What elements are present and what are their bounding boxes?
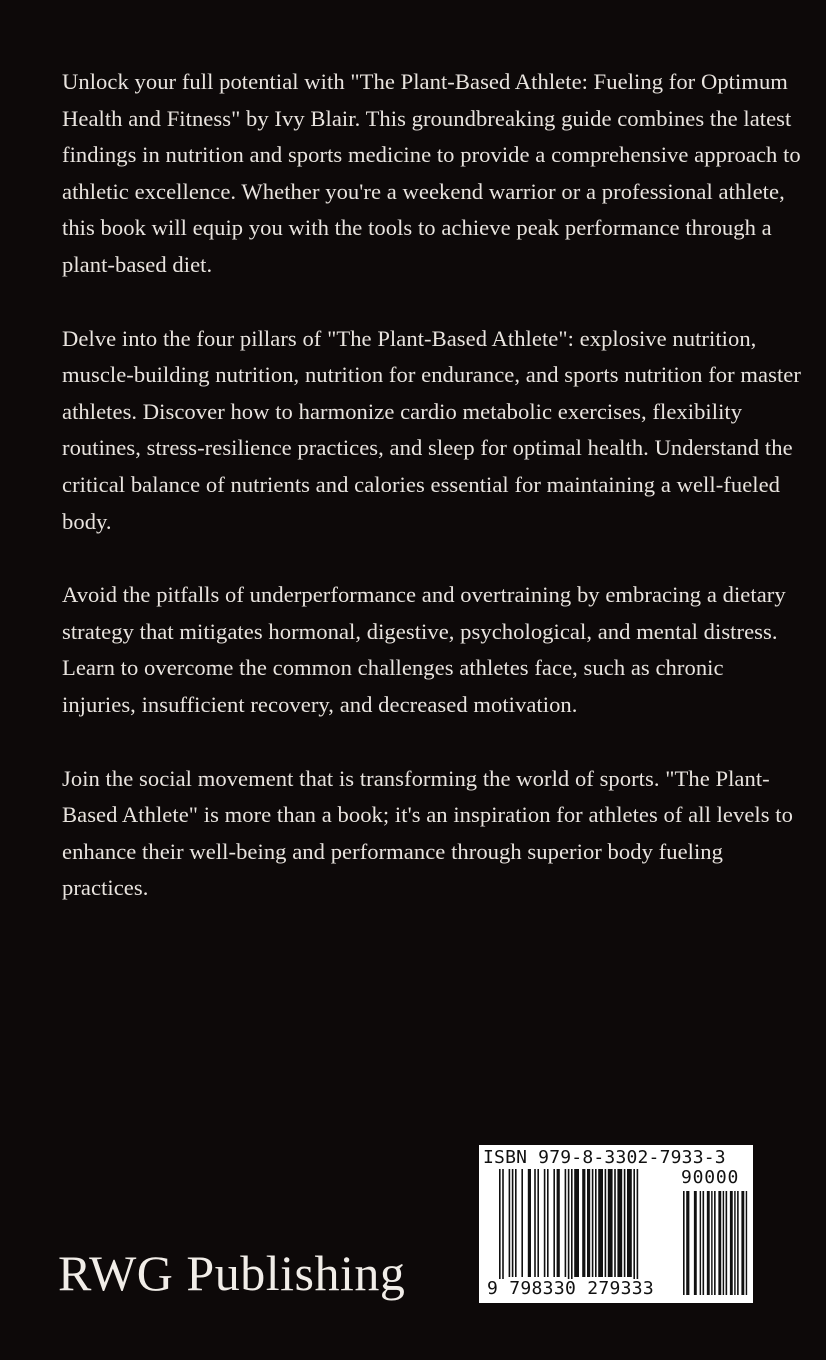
barcode-bar xyxy=(553,1169,555,1277)
barcode-bar xyxy=(574,1169,579,1277)
barcode-bar xyxy=(694,1191,697,1295)
barcode-bar xyxy=(515,1169,517,1277)
barcode-bar xyxy=(718,1191,721,1295)
barcode-bar xyxy=(617,1169,622,1277)
blurb-paragraph-4: Join the social movement that is transforming the world of sports. "The Plant-Based Athlete" is more than a book; it's an inspiration for athletes of all levels to enhance their well-being and performance through superior body fueling practices. xyxy=(62,765,793,901)
publisher-name: RWG Publishing xyxy=(58,1245,406,1301)
blurb-paragraph-2: Delve into the four pillars of "The Plant-Based Athlete": explosive nutrition, muscle-building nutrition, nutrition for endurance, and sports nutrition for master athletes. Discover how to harmonize cardio metabolic exercises, flexibility routines, stress-resilience practices, and sleep for optimal health. Understand the critical balance of nutrients and calories essential for maintaining a well-fueled body. xyxy=(62,325,801,534)
barcode-bar xyxy=(568,1169,570,1293)
barcode-bar xyxy=(711,1191,712,1295)
barcode-bar xyxy=(633,1169,635,1293)
barcode-bar xyxy=(624,1169,626,1277)
barcode-bar xyxy=(741,1191,744,1295)
barcode-bar xyxy=(582,1169,585,1277)
barcode-bar xyxy=(502,1169,504,1293)
barcode-bar xyxy=(534,1169,536,1277)
barcode-bar xyxy=(627,1169,632,1277)
barcode-bar xyxy=(557,1169,560,1277)
barcode-bar xyxy=(512,1169,514,1277)
barcode-bar xyxy=(571,1169,573,1293)
barcode-bar xyxy=(598,1169,603,1277)
back-cover-blurb xyxy=(62,64,802,944)
blurb-paragraph-1: Unlock your full potential with "The Plant-Based Athlete: Fueling for Optimum Health and Fitness" by Ivy Blair. This groundbreaking guide combines the latest findings in nutrition and sports medicine to provide a comprehensive approach to athletic excellence. Whether you're a weekend warrior or a professional athlete, this book will equip you with the tools to achieve peak performance through a plant-based diet. xyxy=(62,69,801,277)
barcode-bar xyxy=(730,1191,733,1295)
barcode-bar xyxy=(521,1169,523,1277)
barcode-bar xyxy=(587,1169,590,1277)
barcode-bar xyxy=(614,1169,616,1277)
barcode-bar xyxy=(683,1191,685,1295)
barcode-bar xyxy=(686,1191,689,1295)
barcode-bar xyxy=(605,1169,607,1277)
barcode-bar xyxy=(595,1169,597,1277)
barcode-bar xyxy=(544,1169,546,1277)
barcode-bar xyxy=(565,1169,567,1277)
barcode-bar xyxy=(537,1169,539,1277)
barcode-bar xyxy=(528,1169,531,1277)
barcode-bar xyxy=(637,1169,639,1293)
barcode-main-digits: 9 798330 279333 xyxy=(487,1278,655,1299)
barcode-bar xyxy=(499,1169,501,1293)
barcode-bar xyxy=(592,1169,594,1277)
barcode-bar xyxy=(714,1191,716,1295)
blurb-paragraph-3: Avoid the pitfalls of underperformance and overtraining by embracing a dietary strategy that mitigates hormonal, digestive, psychological, and mental distress. Learn to overcome the common challenges athletes face, such as chronic injuries, insufficient recovery, and decreased motivation. xyxy=(62,582,786,717)
barcode-bar xyxy=(707,1191,710,1295)
barcode-bar xyxy=(608,1169,613,1277)
barcode-bar xyxy=(700,1191,701,1295)
barcode-bar xyxy=(547,1169,549,1277)
barcode-bar xyxy=(703,1191,705,1295)
barcode-bar xyxy=(726,1191,728,1295)
isbn-barcode xyxy=(479,1145,753,1303)
barcode-bar xyxy=(734,1191,735,1295)
barcode-bar xyxy=(746,1191,747,1295)
barcode-bar xyxy=(723,1191,724,1295)
barcode-bar xyxy=(737,1191,739,1295)
barcode-bar xyxy=(509,1169,511,1277)
barcode-addon-digits: 90000 xyxy=(681,1167,740,1188)
isbn-label: ISBN 979-8-3302-7933-3 xyxy=(483,1147,726,1168)
